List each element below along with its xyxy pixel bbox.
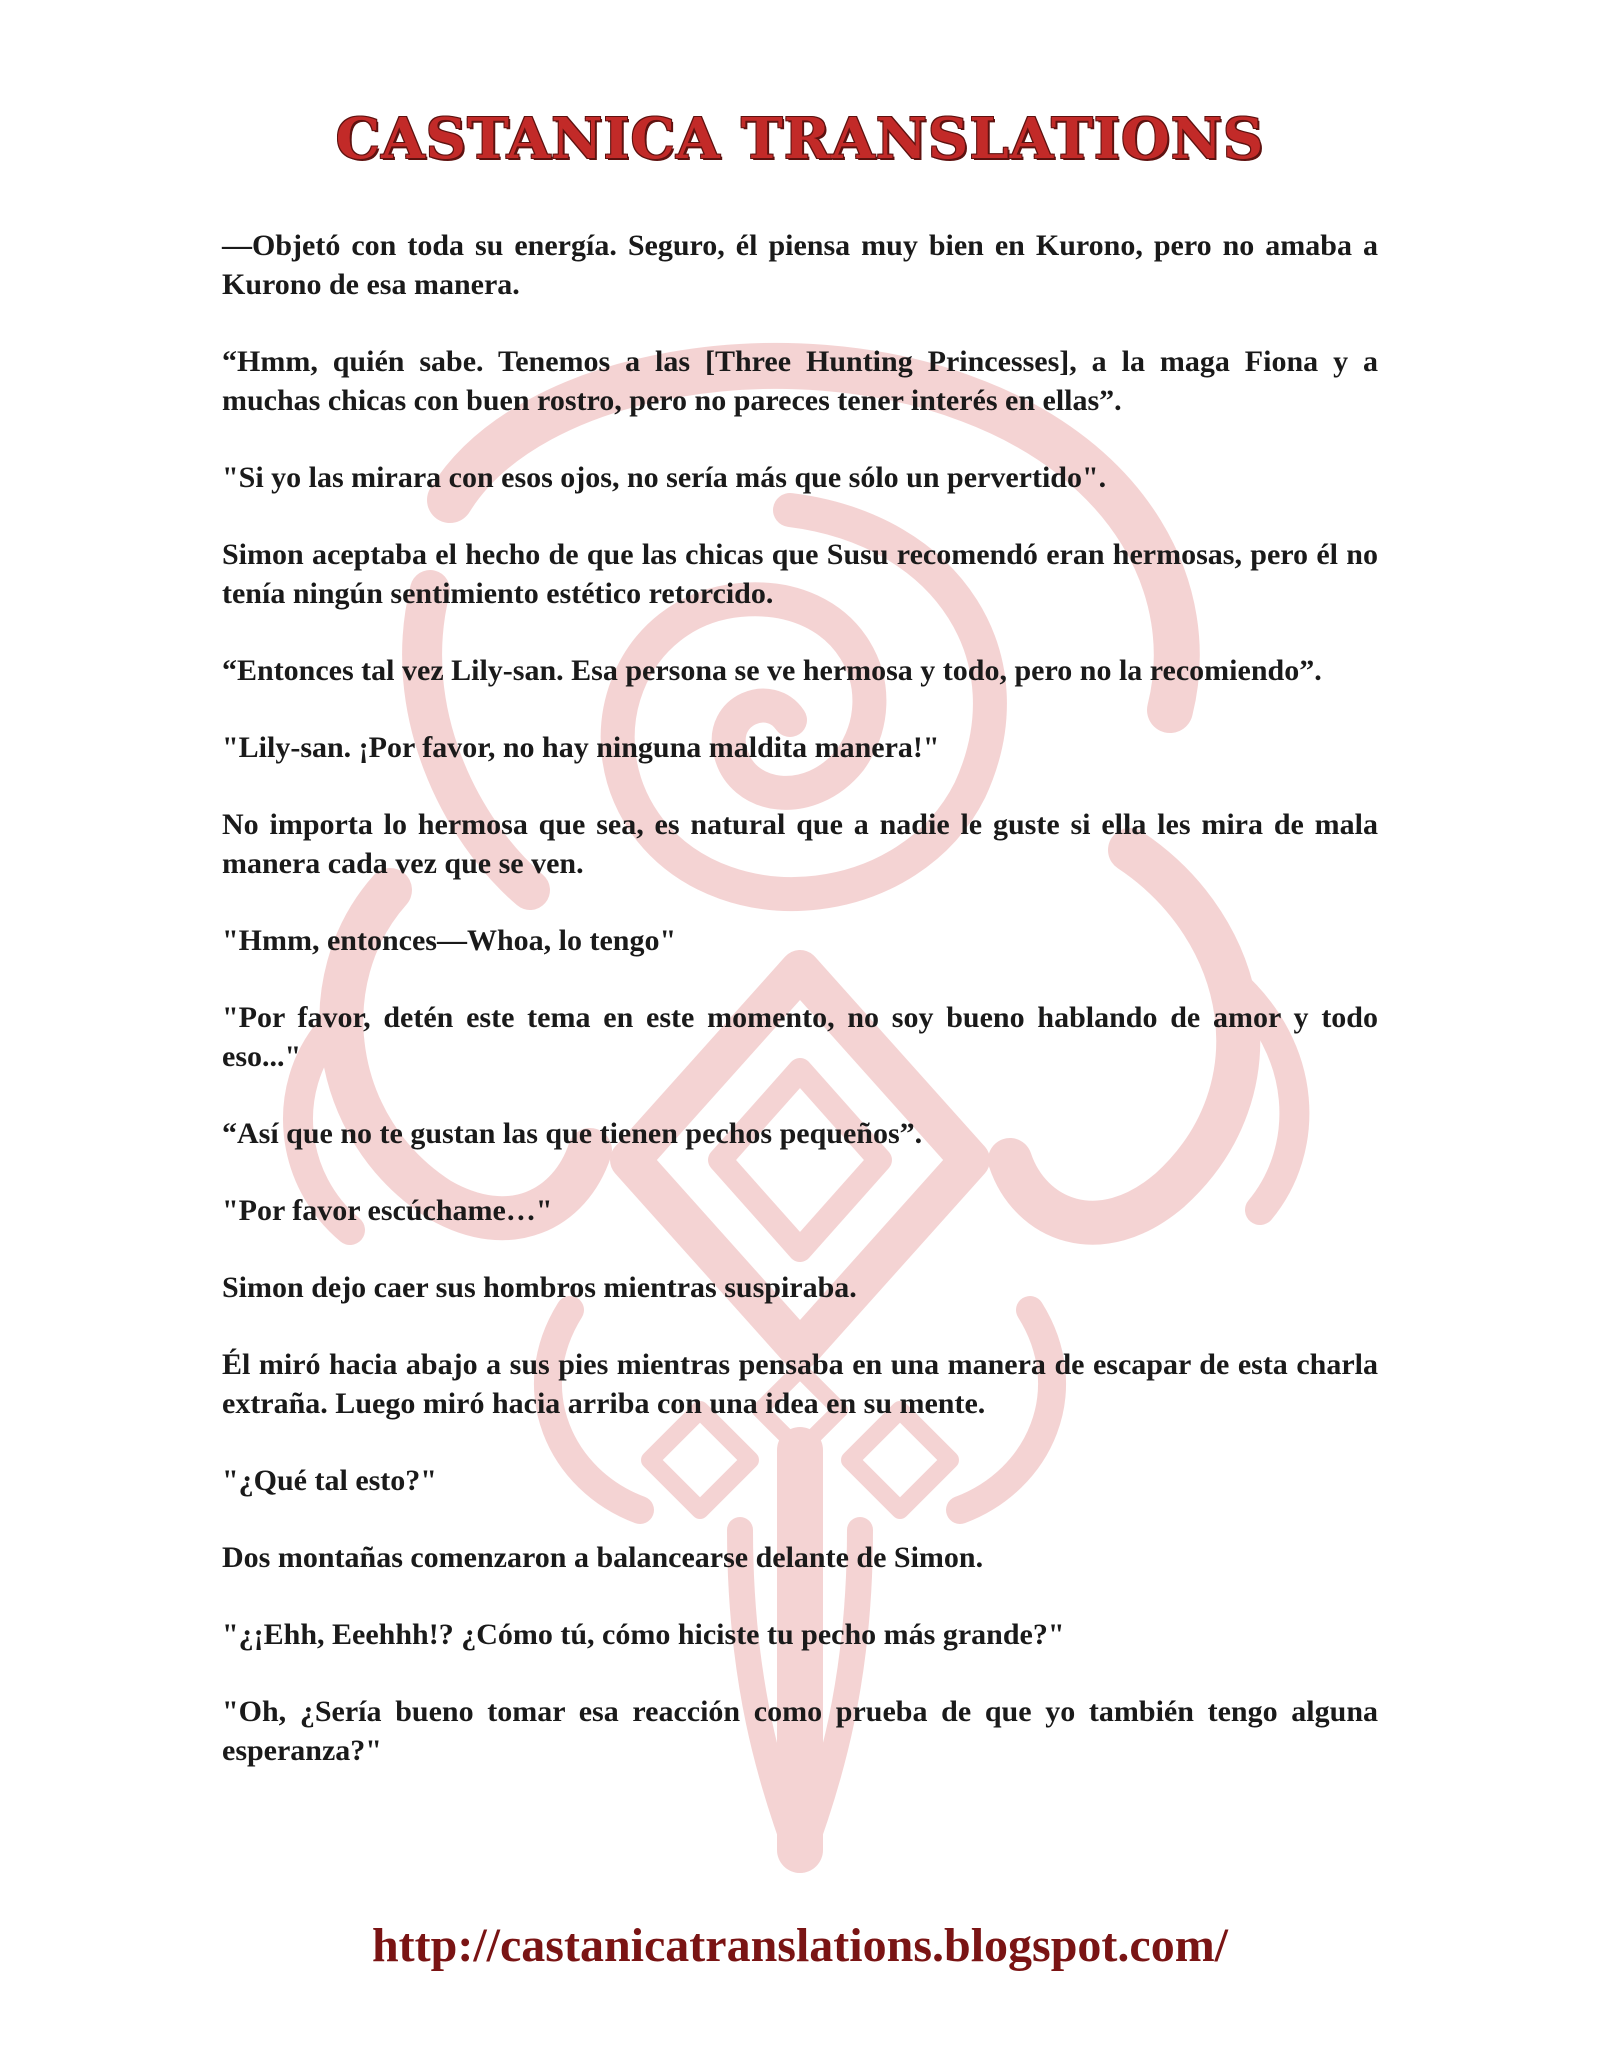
paragraph: "Por favor escúchame…" (222, 1194, 553, 1227)
paragraph: "¿Qué tal esto?" (222, 1464, 437, 1497)
paragraph: Simon aceptaba el hecho de que las chicas que Susu recomendó eran hermosas, pero él no tenía ningún sentimiento estético retorcido. (222, 538, 1378, 610)
paragraph: "Lily-san. ¡Por favor, no hay ninguna maldita manera!" (222, 731, 940, 764)
footer-blog-link[interactable]: http://castanicatranslations.blogspot.com/ (371, 1919, 1229, 1972)
paragraph: —Objetó con toda su energía. Seguro, él piensa muy bien en Kurono, pero no amaba a Kurono de esa manera. (222, 229, 1378, 301)
paragraph: Él miró hacia abajo a sus pies mientras pensaba en una manera de escapar de esta charla extraña. Luego miró hacia arriba con una idea en su mente. (222, 1348, 1378, 1420)
paragraph: "¿¡Ehh, Eeehhh!? ¿Cómo tú, cómo hiciste tu pecho más grande?" (222, 1618, 1065, 1651)
paragraph: No importa lo hermosa que sea, es natural que a nadie le guste si ella les mira de mala manera cada vez que se ven. (222, 808, 1378, 880)
paragraph: Dos montañas comenzaron a balancearse delante de Simon. (222, 1541, 984, 1574)
paragraph: Simon dejo caer sus hombros mientras suspiraba. (222, 1271, 857, 1304)
paragraph: "Oh, ¿Sería bueno tomar esa reacción como prueba de que yo también tengo alguna esperanza?" (222, 1695, 1378, 1767)
paragraph: "Por favor, detén este tema en este momento, no soy bueno hablando de amor y todo eso..." (222, 1001, 1378, 1073)
paragraph: “Así que no te gustan las que tienen pechos pequeños”. (222, 1117, 923, 1150)
paragraph: “Hmm, quién sabe. Tenemos a las [Three Hunting Princesses], a la maga Fiona y a muchas chicas con buen rostro, pero no pareces tener interés en ellas”. (222, 345, 1378, 417)
document-body (222, 226, 1378, 1808)
paragraph: “Entonces tal vez Lily-san. Esa persona se ve hermosa y todo, pero no la recomiendo”. (222, 654, 1322, 687)
paragraph: "Hmm, entonces—Whoa, lo tengo" (222, 924, 677, 957)
header-title: CASTANICA TRANSLATIONS (335, 106, 1265, 172)
paragraph: "Si yo las mirara con esos ojos, no sería más que sólo un pervertido". (222, 461, 1107, 494)
